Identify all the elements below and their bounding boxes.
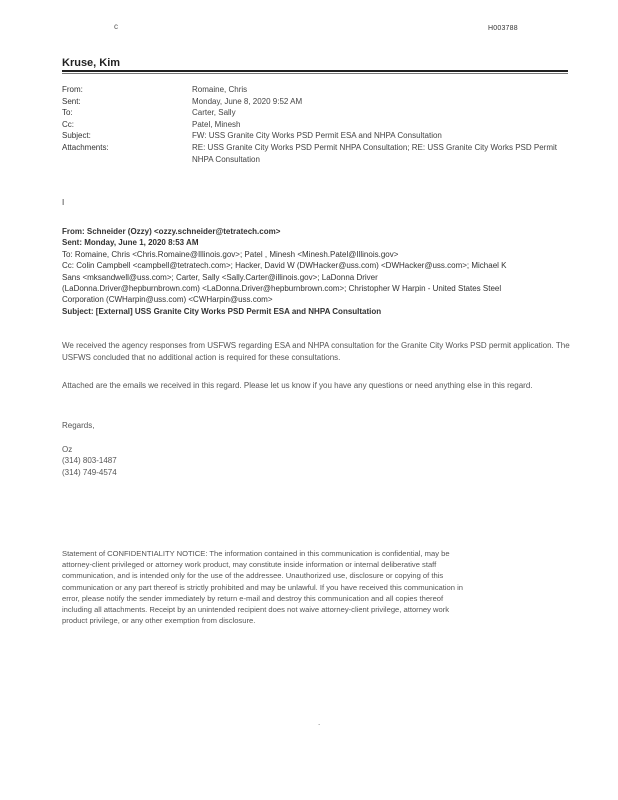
- fwd-cc-line: Cc: Colin Campbell <campbell@tetratech.com>; Hacker, David W (DWHacker@uss.com) <DWHacker@uss.com>; Michael K: [62, 261, 507, 271]
- meta-value-from: Romaine, Chris: [192, 85, 248, 94]
- footer-mark: .: [318, 718, 321, 727]
- fwd-subject: Subject: [External] USS Granite City Works PSD Permit ESA and NHPA Consultation: [62, 306, 382, 316]
- signature-phone: (314) 803-1487: [62, 456, 117, 466]
- meta-row-subject: [62, 130, 568, 142]
- signature-name: Oz: [62, 445, 73, 454]
- mailbox-owner-name: Kruse, Kim: [62, 57, 121, 69]
- meta-value-sent: Monday, June 8, 2020 9:52 AM: [192, 96, 303, 106]
- email-header-table: [62, 84, 568, 165]
- forwarded-header: [62, 226, 582, 317]
- notice-line: including all attachments. Receipt by an unintended recipient does not waive attorney-client privilege, attorney work: [62, 605, 450, 615]
- notice-line: error, please notify the sender immediately by return e-mail and destroy this communication and all copies thereof: [62, 593, 444, 603]
- meta-label: To:: [62, 108, 73, 118]
- bates-number: H003788: [488, 25, 518, 32]
- signature-phone: (314) 749-4574: [62, 467, 117, 477]
- notice-line: communication, and is intended only for the use of the addressee. Unauthorized use, disclosure or copying of this: [62, 571, 444, 581]
- notice-line: product privilege, or any other exemption from disclosure.: [62, 616, 256, 626]
- fwd-cc-line: (LaDonna.Driver@hepburnbrown.com) <LaDonna.Driver@hepburnbrown.com>; Christopher W Harpin - United States Steel: [62, 284, 502, 294]
- meta-label: Sent:: [62, 96, 81, 106]
- body-marker: I: [62, 198, 65, 207]
- body-paragraph-2: Attached are the emails we received in this regard. Please let us know if you have any questions or need anything else in this regard.: [62, 381, 533, 390]
- header-divider: [62, 70, 568, 72]
- fwd-sent: Sent: Monday, June 1, 2020 8:53 AM: [62, 238, 199, 248]
- fwd-from: From: Schneider (Ozzy) <ozzy.schneider@tetratech.com>: [62, 227, 281, 236]
- fwd-cc-line: Sans <mksandwell@uss.com>; Carter, Sally <Sally.Carter@illinois.gov>; LaDonna Driver: [62, 272, 378, 282]
- meta-value-attachments: RE: USS Granite City Works PSD Permit NHPA Consultation; RE: USS Granite City Works PSD Permit NHPA Consultation: [192, 142, 557, 164]
- confidentiality-notice: [62, 548, 582, 626]
- meta-label: Subject:: [62, 131, 91, 141]
- fwd-to: To: Romaine, Chris <Chris.Romaine@Illinois.gov>; Patel , Minesh <Minesh.Patel@Illinois.gov>: [62, 249, 399, 259]
- header-divider-thin: [62, 73, 568, 74]
- notice-line: attorney-client privileged or attorney work product, may constitute inside information or internal deliberative staff: [62, 560, 437, 570]
- meta-row-from: [62, 84, 568, 96]
- meta-value-subject: FW: USS Granite City Works PSD Permit ESA and NHPA Consultation: [192, 131, 442, 141]
- fwd-cc-line: Corporation (CWHarpin@uss.com) <CWHarpin@uss.com>: [62, 295, 273, 305]
- body-paragraph-1: We received the agency responses from USFWS regarding ESA and NHPA consultation for the Granite City Works PSD permit application. The USFWS concluded that no additional action is required for these consultations.: [62, 341, 570, 362]
- notice-line: Statement of CONFIDENTIALITY NOTICE: The information contained in this communication is confidential, may be: [62, 549, 450, 558]
- meta-row-sent: [62, 96, 568, 108]
- meta-value-cc: Patel, Minesh: [192, 119, 241, 129]
- meta-row-cc: [62, 119, 568, 131]
- meta-row-attachments: [62, 142, 568, 165]
- meta-label: Cc:: [62, 119, 74, 129]
- notice-line: communication or any part thereof is strictly prohibited and may be unlawful. If you have received this communication in: [62, 582, 463, 592]
- meta-row-to: [62, 107, 568, 119]
- closing-text: Regards,: [62, 421, 95, 430]
- meta-value-to: Carter, Sally: [192, 108, 236, 118]
- meta-label: From:: [62, 85, 83, 94]
- corner-mark: c: [114, 22, 118, 31]
- meta-label: Attachments:: [62, 142, 109, 152]
- signature-block: [62, 444, 117, 478]
